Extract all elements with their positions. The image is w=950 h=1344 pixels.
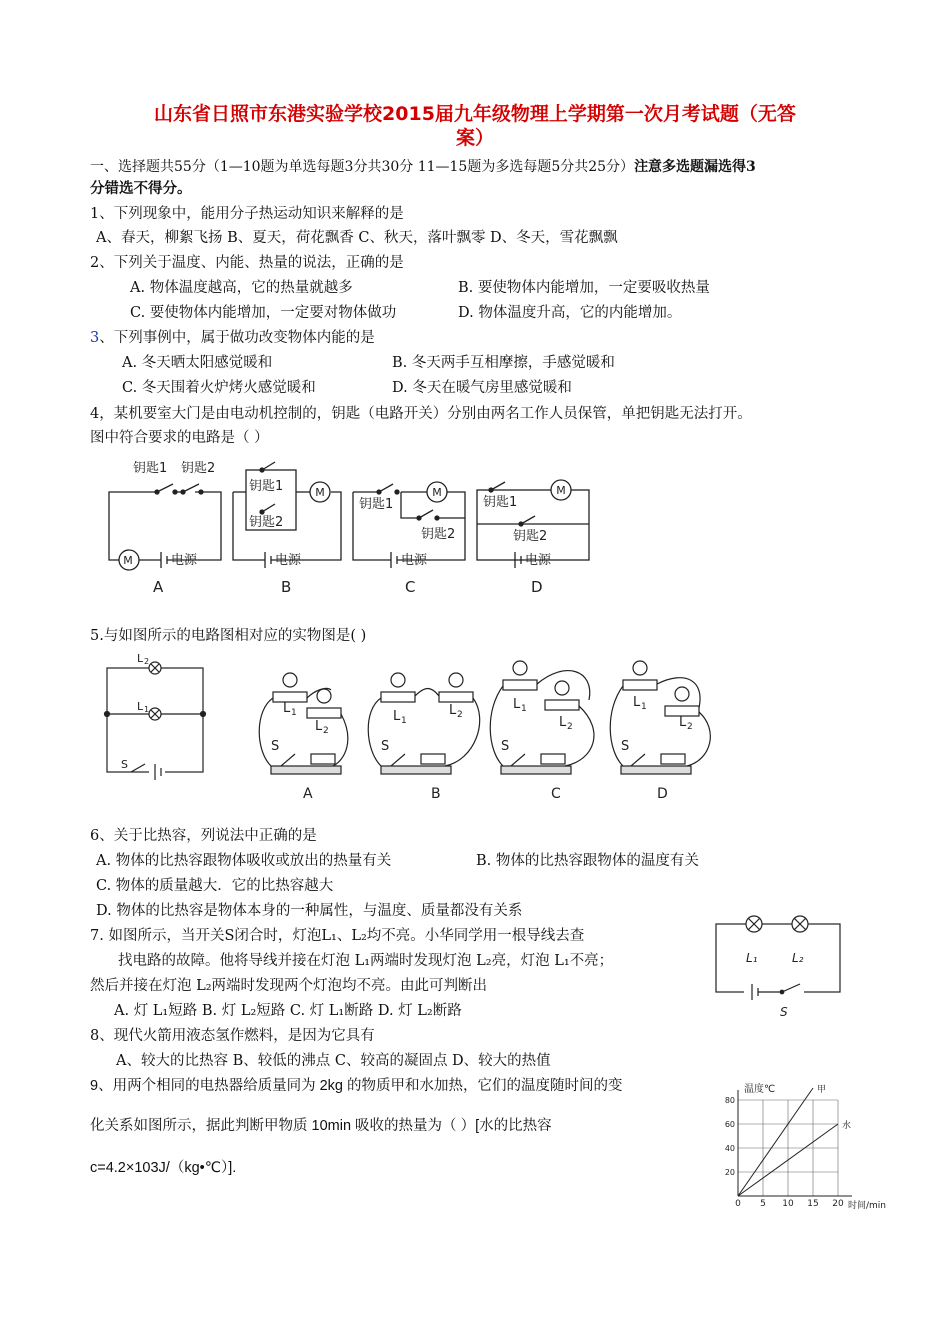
drawing-d-l2: L <box>679 715 687 730</box>
schematic-l2-sub: 2 <box>144 657 150 666</box>
q7-line-2: 找电路的故障。他将导线并接在灯泡 L₁两端时发现灯泡 L₂亮，灯泡 L₁不亮； <box>118 953 614 969</box>
x-tick-label: 0 <box>735 1199 741 1209</box>
schematic-l1-label: L <box>137 700 144 713</box>
q3-stem <box>90 329 375 347</box>
option-label-b: B <box>281 578 292 596</box>
drawing-b-l1: L <box>393 709 401 724</box>
q4-circuit-figure <box>95 452 605 600</box>
chart-xlabel: 时间/min <box>848 1201 887 1211</box>
key1-label-a: 钥匙1 <box>133 461 168 476</box>
q3-option-a: A. 冬天晒太阳感觉暖和 <box>122 355 273 371</box>
drawing-c-l2-sub: 2 <box>567 722 573 732</box>
series-label-1: 甲 <box>817 1085 827 1095</box>
title-line-1: 山东省日照市东港实验学校2015届九年级物理上学期第一次月考试题（无答 <box>154 103 796 125</box>
key1-label-c: 钥匙1 <box>359 497 394 512</box>
q2-option-b: B. 要使物体内能增加，一定要吸收热量 <box>458 280 710 296</box>
q5-label-c: C <box>551 786 561 802</box>
q3-option-c: C. 冬天围着火炉烤火感觉暖和 <box>122 380 316 396</box>
drawing-c-l1: L <box>513 697 521 712</box>
drawing-d-l2-sub: 2 <box>687 722 693 732</box>
drawing-c <box>490 661 594 774</box>
q6-option-b: B. 物体的比热容跟物体的温度有关 <box>476 853 699 869</box>
drawing-a <box>259 673 348 774</box>
q5-label-a: A <box>303 786 313 802</box>
q3-stem-text: 、下列事例中，属于做功改变物体内能的是 <box>99 330 375 346</box>
x-tick-label: 5 <box>760 1199 766 1209</box>
q5-schematic <box>105 662 206 780</box>
q6-option-c: C. 物体的质量越大．它的比热容越大 <box>96 878 334 894</box>
intro-note-bold-2: 分错选不得分。 <box>90 180 192 197</box>
q3-option-b: B. 冬天两手互相摩擦，手感觉暖和 <box>392 355 615 371</box>
page-title <box>90 102 860 150</box>
q3-option-d: D. 冬天在暖气房里感觉暖和 <box>392 380 572 396</box>
q5-circuit-figure <box>95 650 735 810</box>
motor-label-d: M <box>556 484 566 497</box>
q7-switch-label: S <box>780 1005 788 1019</box>
q7-line-3: 然后并接在灯泡 L₂两端时发现两个灯泡均不亮。由此可判断出 <box>90 978 488 994</box>
key2-label-c: 钥匙2 <box>421 527 456 542</box>
q4-line-1: 4，某机要室大门是由电动机控制的，钥匙（电路开关）分别由两名工作人员保管，单把钥匙无法打开。 <box>90 406 752 422</box>
drawing-d <box>610 661 710 774</box>
q6-option-a: A. 物体的比热容跟物体吸收或放出的热量有关 <box>96 853 392 869</box>
drawing-c-switch: S <box>501 739 510 754</box>
key1-label-b: 钥匙1 <box>249 479 284 494</box>
y-tick-label: 40 <box>724 1144 735 1153</box>
q7-options: A. 灯 L₁短路 B. 灯 L₂短路 C. 灯 L₁断路 D. 灯 L₂断路 <box>114 1003 462 1019</box>
q5-label-b: B <box>431 786 441 802</box>
drawing-a-l2-sub: 2 <box>323 726 329 736</box>
chart-grid <box>738 1100 838 1196</box>
x-tick-label: 20 <box>832 1199 844 1209</box>
q6-stem: 6、关于比热容，列说法中正确的是 <box>90 828 317 844</box>
q6-option-d: D. 物体的比热容是物体本身的一种属性，与温度、质量都没有关系 <box>96 903 523 919</box>
drawing-b-l2: L <box>449 703 457 718</box>
source-label-b: 电源 <box>275 553 302 568</box>
y-tick-label: 60 <box>724 1120 735 1129</box>
intro-text: 一、选择题共55分（1—10题为单选每题3分共30分 11—15题为多选每题5分共25分） <box>90 159 635 175</box>
motor-label-a: M <box>123 554 133 567</box>
schematic-l1-sub: 1 <box>144 705 150 714</box>
section-intro <box>90 158 756 176</box>
y-tick-label: 80 <box>724 1096 735 1105</box>
q1-stem: 1、下列现象中，能用分子热运动知识来解释的是 <box>90 206 404 222</box>
chart-axes <box>738 1090 852 1196</box>
key2-label-d: 钥匙2 <box>513 529 548 544</box>
motor-label-b: M <box>315 486 325 499</box>
q2-option-c: C. 要使物体内能增加，一定要对物体做功 <box>130 305 397 321</box>
source-label-a: 电源 <box>171 553 198 568</box>
schematic-l2-label: L <box>137 652 144 665</box>
drawing-b-l2-sub: 2 <box>457 710 463 720</box>
q3-number: 3 <box>90 330 100 346</box>
q9-temperature-chart <box>724 1078 896 1212</box>
q2-stem: 2、下列关于温度、内能、热量的说法，正确的是 <box>90 255 404 271</box>
q7-l2-label: L₂ <box>792 951 804 965</box>
option-label-a: A <box>153 578 164 596</box>
drawing-a-switch: S <box>271 739 280 754</box>
drawing-d-l1-sub: 1 <box>641 702 647 712</box>
q4-line-2: 图中符合要求的电路是（ ） <box>90 430 269 446</box>
drawing-c-l2: L <box>559 715 567 730</box>
q5-stem: 5.与如图所示的电路图相对应的实物图是( ) <box>90 628 367 644</box>
schematic-switch-label: S <box>121 758 128 771</box>
source-label-d: 电源 <box>525 553 552 568</box>
intro-note-bold: 注意多选题漏选得3 <box>634 159 756 175</box>
x-tick-label: 10 <box>782 1199 794 1209</box>
q8-options: A、较大的比热容 B、较低的沸点 C、较高的凝固点 D、较大的热值 <box>116 1053 551 1069</box>
key2-label-b: 钥匙2 <box>249 515 284 530</box>
key2-label-a: 钥匙2 <box>181 461 216 476</box>
drawing-a-l1-sub: 1 <box>291 708 297 718</box>
x-tick-label: 15 <box>807 1199 819 1209</box>
q1-options: A、春天，柳絮飞扬 B、夏天，荷花飘香 C、秋天，落叶飘零 D、冬天，雪花飘飘 <box>96 230 618 246</box>
q8-stem: 8、现代火箭用液态氢作燃料，是因为它具有 <box>90 1028 375 1044</box>
q7-circuit-figure <box>712 912 846 1020</box>
q9-line-3: c=4.2×103J/（kg•℃）]. <box>90 1160 237 1176</box>
drawing-c-l1-sub: 1 <box>521 704 527 714</box>
option-label-c: C <box>405 578 416 596</box>
chart-ylabel: 温度℃ <box>744 1084 776 1095</box>
drawing-b-l1-sub: 1 <box>401 716 407 726</box>
drawing-d-l1: L <box>633 695 641 710</box>
q7-line-1: 7. 如图所示，当开关S闭合时，灯泡L₁、L₂均不亮。小华同学用一根导线去查 <box>90 928 585 944</box>
drawing-a-l1: L <box>283 701 291 716</box>
q5-option-drawings <box>259 661 710 774</box>
q2-option-d: D. 物体温度升高，它的内能增加。 <box>458 305 682 321</box>
key1-label-d: 钥匙1 <box>483 495 518 510</box>
series-line-1 <box>738 1088 813 1196</box>
q9-line-2: 化关系如图所示，据此判断甲物质 10min 吸收的热量为（ ）[水的比热容 <box>90 1118 552 1134</box>
source-label-c: 电源 <box>401 553 428 568</box>
q7-l1-label: L₁ <box>746 951 758 965</box>
motor-label-c: M <box>432 486 442 499</box>
y-tick-label: 20 <box>724 1168 735 1177</box>
drawing-d-switch: S <box>621 739 630 754</box>
option-label-d: D <box>531 578 543 596</box>
q2-option-a: A. 物体温度越高，它的热量就越多 <box>130 280 353 296</box>
q9-line-1: 9、用两个相同的电热器给质量同为 2kg 的物质甲和水加热，它们的温度随时间的变 <box>90 1078 623 1094</box>
q5-label-d: D <box>657 786 668 802</box>
series-label-2: 水 <box>842 1121 852 1131</box>
drawing-b <box>368 673 479 774</box>
title-line-2: 案） <box>455 127 494 149</box>
drawing-a-l2: L <box>315 719 323 734</box>
drawing-b-switch: S <box>381 739 390 754</box>
